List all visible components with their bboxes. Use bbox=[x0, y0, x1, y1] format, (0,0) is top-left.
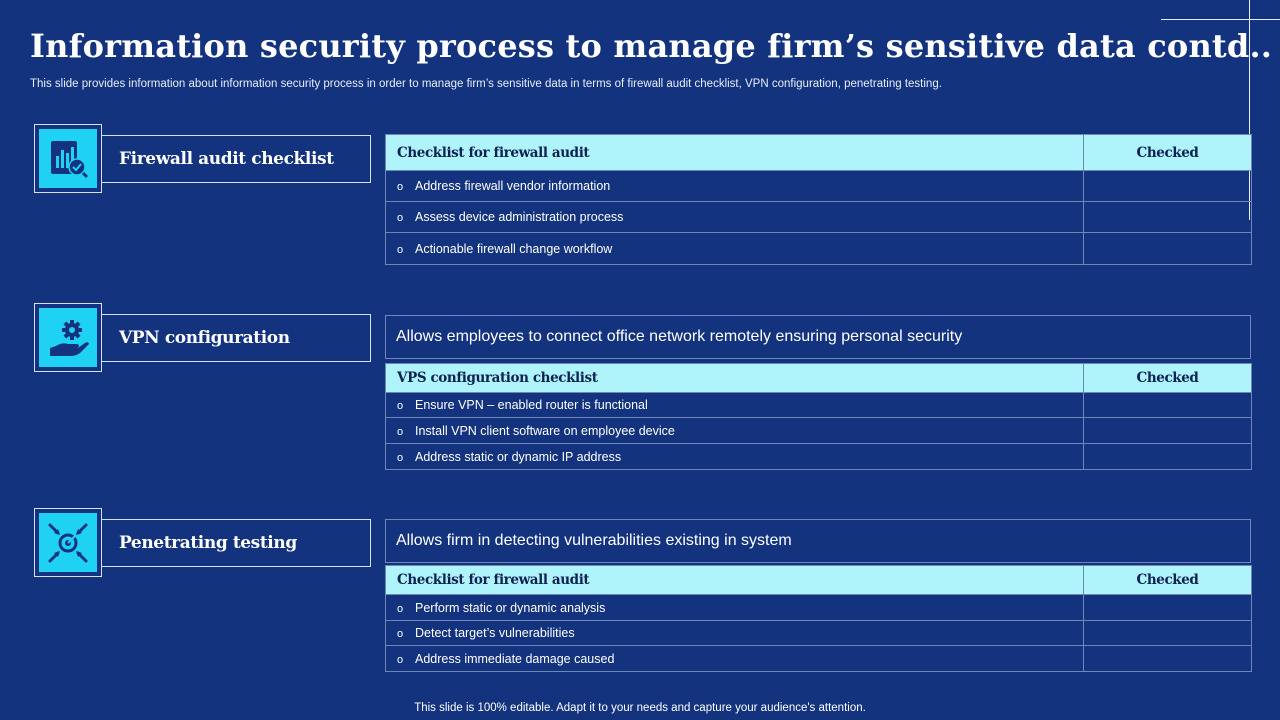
section-icon-frame bbox=[34, 303, 102, 372]
table-row: o Address firewall vendor information bbox=[386, 171, 1252, 202]
checklist-item: Address firewall vendor information bbox=[415, 179, 611, 193]
table-header-checked: Checked bbox=[1084, 135, 1252, 171]
audit-report-icon bbox=[46, 137, 90, 181]
checklist-item: Ensure VPN – enabled router is functional bbox=[415, 398, 648, 412]
section-title: Firewall audit checklist bbox=[102, 135, 371, 183]
checked-cell[interactable] bbox=[1084, 233, 1252, 265]
table-row: o Actionable firewall change workflow bbox=[386, 233, 1252, 265]
table-row: o Perform static or dynamic analysis bbox=[386, 595, 1252, 621]
checklist-item: Actionable firewall change workflow bbox=[415, 241, 613, 256]
section-vpn-configuration bbox=[34, 303, 371, 372]
decorative-line-horizontal bbox=[1161, 19, 1280, 20]
checked-cell[interactable] bbox=[1084, 171, 1252, 202]
section-description: Allows firm in detecting vulnerabilities existing in system bbox=[385, 519, 1251, 563]
checked-cell[interactable] bbox=[1084, 393, 1252, 418]
section-penetrating-testing bbox=[34, 508, 371, 577]
section-description: Allows employees to connect office network remotely ensuring personal security bbox=[385, 315, 1251, 359]
section-icon-frame bbox=[34, 508, 102, 577]
checklist-item: Address immediate damage caused bbox=[415, 651, 615, 666]
footer-note: This slide is 100% editable. Adapt it to your needs and capture your audience's attention. bbox=[414, 702, 866, 714]
checklist-item: Detect target’s vulnerabilities bbox=[415, 626, 575, 640]
table-row: o Address immediate damage caused bbox=[386, 646, 1252, 672]
table-row: o Ensure VPN – enabled router is functional bbox=[386, 393, 1252, 418]
table-header-item: VPS configuration checklist bbox=[386, 364, 1084, 393]
section-icon-frame bbox=[34, 124, 102, 193]
checked-cell[interactable] bbox=[1084, 444, 1252, 470]
section-title: Penetrating testing bbox=[102, 519, 371, 567]
checklist-item: Address static or dynamic IP address bbox=[415, 449, 622, 464]
checked-cell[interactable] bbox=[1084, 202, 1252, 233]
vpn-configuration-table bbox=[385, 363, 1252, 470]
checked-cell[interactable] bbox=[1084, 595, 1252, 621]
section-firewall-audit bbox=[34, 124, 371, 193]
table-row: o Address static or dynamic IP address bbox=[386, 444, 1252, 470]
gear-hand-icon bbox=[46, 316, 90, 360]
table-header-item: Checklist for firewall audit bbox=[386, 135, 1084, 171]
checklist-item: Install VPN client software on employee device bbox=[415, 423, 675, 438]
table-row: o Install VPN client software on employee device bbox=[386, 418, 1252, 444]
page-subtitle: This slide provides information about information security process in order to manage firm’s sensitive data in terms of firewall audit checklist, VPN configuration, penetrating testing. bbox=[30, 78, 942, 90]
checklist-item: Assess device administration process bbox=[415, 210, 624, 224]
table-header-item: Checklist for firewall audit bbox=[386, 566, 1084, 595]
table-row: o Assess device administration process bbox=[386, 202, 1252, 233]
table-header-checked: Checked bbox=[1084, 364, 1252, 393]
checked-cell[interactable] bbox=[1084, 621, 1252, 646]
checklist-item: Perform static or dynamic analysis bbox=[415, 600, 606, 615]
penetrating-testing-table bbox=[385, 565, 1252, 672]
checked-cell[interactable] bbox=[1084, 646, 1252, 672]
firewall-audit-table bbox=[385, 134, 1252, 265]
section-title: VPN configuration bbox=[102, 314, 371, 362]
table-header-checked: Checked bbox=[1084, 566, 1252, 595]
target-arrows-icon bbox=[46, 521, 90, 565]
checked-cell[interactable] bbox=[1084, 418, 1252, 444]
page-title: Information security process to manage firm’s sensitive data contd.. bbox=[30, 27, 1273, 65]
table-row: o Detect target’s vulnerabilities bbox=[386, 621, 1252, 646]
